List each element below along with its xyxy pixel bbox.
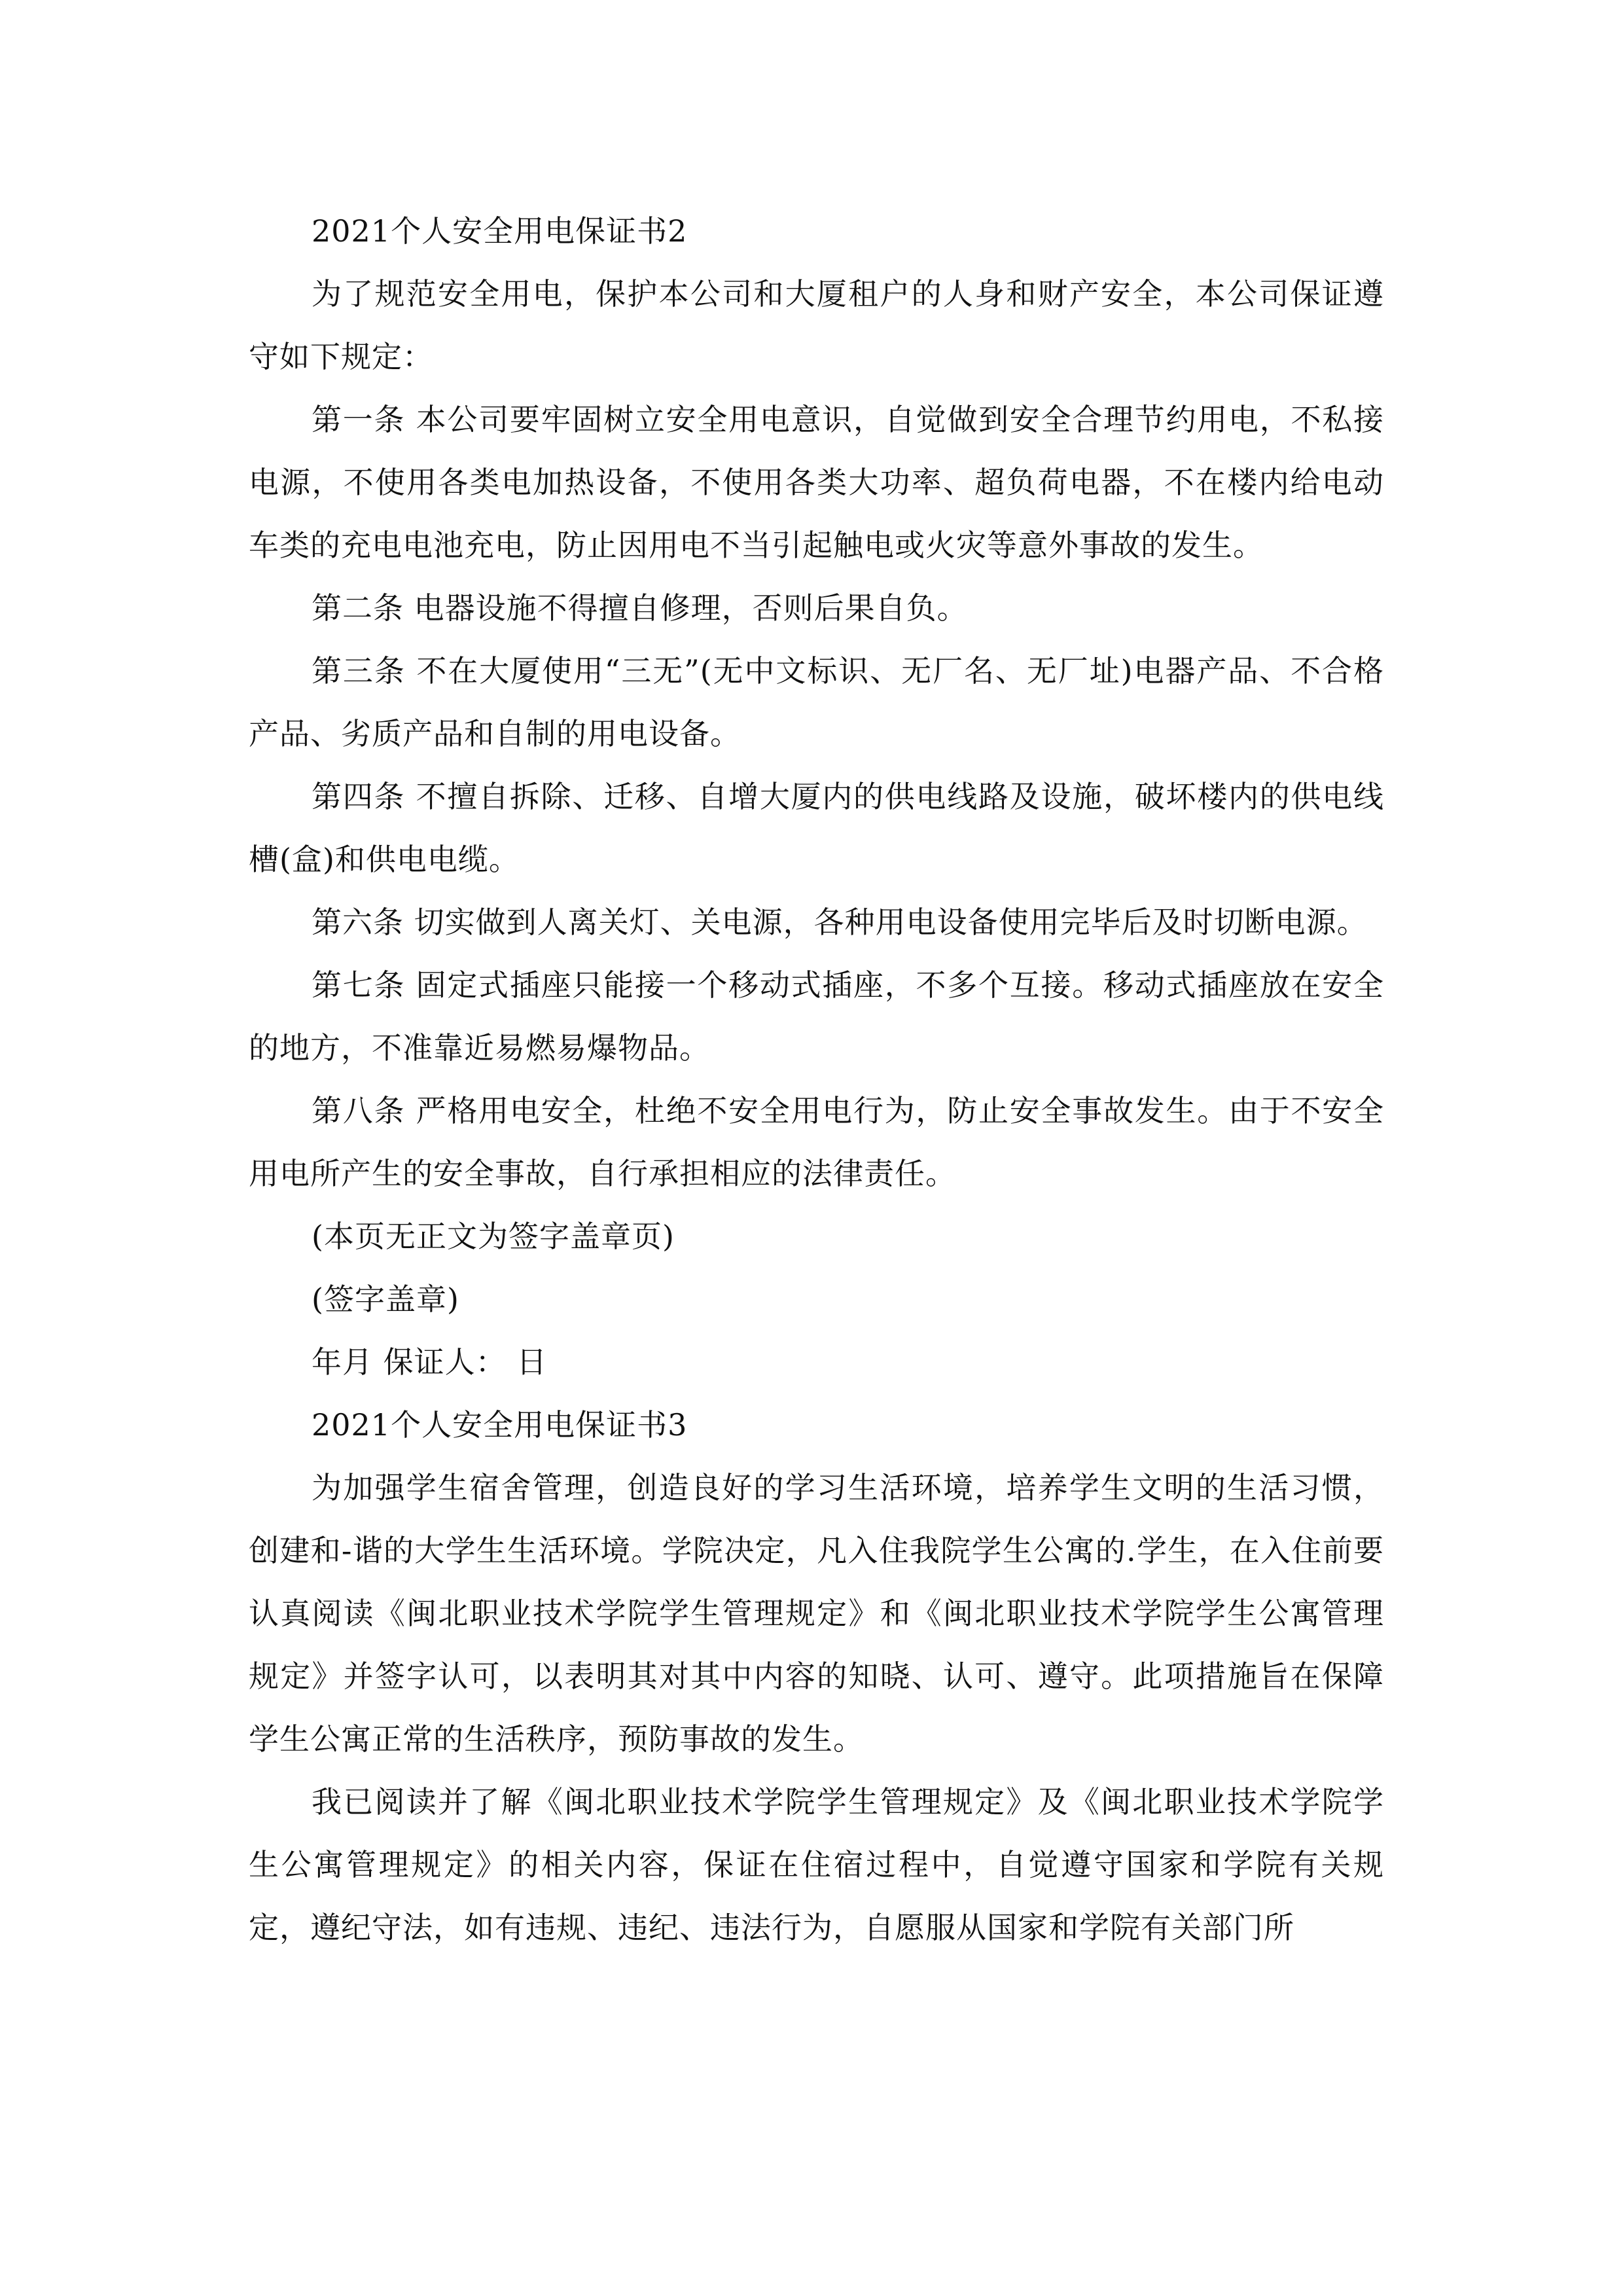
paragraph-article-7: 第七条 固定式插座只能接一个移动式插座，不多个互接。移动式插座放在安全的地方，不准靠近易燃易爆物品。 [249,967,1384,1066]
paragraph-article-8: 第八条 严格用电安全，杜绝不安全用电行为，防止安全事故发生。由于不安全用电所产生的安全事故，自行承担相应的法律责任。 [249,1093,1384,1191]
signature-seal-label: (签字盖章) [312,1282,459,1317]
paragraph-article-3: 第三条 不在大厦使用“三无”(无中文标识、无厂名、无厂址)电器产品、不合格产品、劣质产品和自制的用电设备。 [249,653,1384,751]
paragraph-article-4: 第四条 不擅自拆除、迁移、自增大厦内的供电线路及设施，破坏楼内的供电线槽(盒)和供电电缆。 [249,779,1384,877]
section-heading-3: 2021个人安全用电保证书3 [312,1407,688,1443]
paragraph-article-2: 第二条 电器设施不得擅自修理，否则后果自负。 [312,590,968,626]
paragraph-dormitory-pledge: 我已阅读并了解《闽北职业技术学院学生管理规定》及《闽北职业技术学院学生公寓管理规定》的相关内容，保证在住宿过程中，自觉遵守国家和学院有关规定，遵纪守法，如有违规、违纪、违法行为，自愿服从国家和学院有关部门所 [249,1784,1384,1945]
document-body [249,200,1384,1959]
signature-date-line: 年月 保证人： 日 [312,1344,548,1380]
section-heading-2: 2021个人安全用电保证书2 [312,213,688,249]
paragraph-article-6: 第六条 切实做到人离关灯、关电源，各种用电设备使用完毕后及时切断电源。 [312,905,1368,940]
signature-note: (本页无正文为签字盖章页) [312,1219,675,1254]
paragraph-article-1: 第一条 本公司要牢固树立安全用电意识，自觉做到安全合理节约用电，不私接电源，不使用各类电加热设备，不使用各类大功率、超负荷电器，不在楼内给电动车类的充电电池充电，防止因用电不当引起触电或火灾等意外事故的发生。 [249,402,1384,563]
paragraph-dormitory-intro: 为加强学生宿舍管理，创造良好的学习生活环境，培养学生文明的生活习惯，创建和-谐的大学生生活环境。学院决定，凡入住我院学生公寓的.学生，在入住前要认真阅读《闽北职业技术学院学生管理规定》和《闽北职业技术学院学生公寓管理规定》并签字认可，以表明其对其中内容的知晓、认可、遵守。此项措施旨在保障学生公寓正常的生活秩序，预防事故的发生。 [249,1470,1384,1757]
paragraph-intro: 为了规范安全用电，保护本公司和大厦租户的人身和财产安全，本公司保证遵守如下规定： [249,276,1384,374]
